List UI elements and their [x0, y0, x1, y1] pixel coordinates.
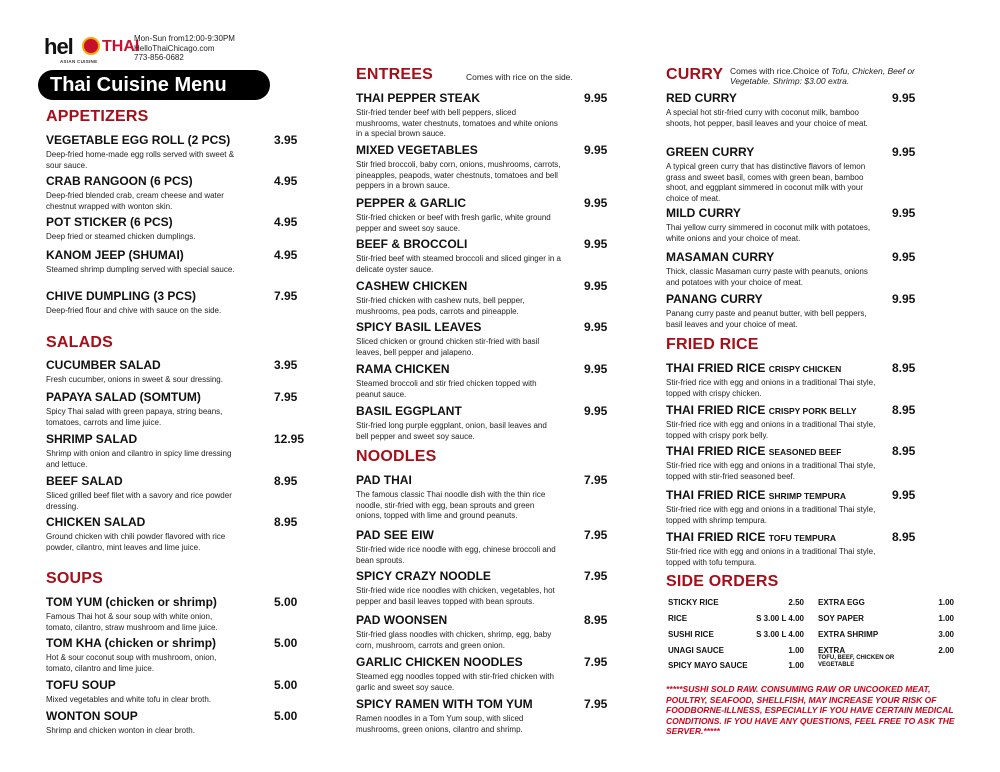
logo [44, 34, 140, 64]
side-order-name: UNAGI SAUCE [668, 646, 725, 655]
menu-item [666, 292, 916, 330]
item-variant: SEASONED BEEF [768, 447, 842, 457]
side-order-item [668, 614, 804, 623]
contact-info [134, 34, 235, 63]
item-name-text: PAD WOONSEN [356, 613, 448, 627]
item-description: Steamed egg noodles topped with stir-fried chicken with garlic and sweet soy sauce. [356, 672, 554, 692]
item-name-text: THAI FRIED RICE [666, 530, 766, 544]
side-order-name: SUSHI RICE [668, 630, 714, 639]
item-description: The famous classic Thai noodle dish with the thin rice noodle, stir-fried with egg, bean sprouts and green onions, topped with lime and ground peanuts. [356, 490, 546, 520]
item-name [46, 390, 296, 404]
item-name-text: THAI FRIED RICE [666, 444, 766, 458]
item-description: Spicy Thai salad with green papaya, string beans, tomatoes, carrots and lime juice. [46, 407, 223, 427]
item-name-text: RED CURRY [666, 91, 737, 105]
item-description: Deep fried or steamed chicken dumplings. [46, 232, 196, 241]
item-description: Ramen noodles in a Tom Yum soup, with sliced mushrooms, green onions, cilantro and shrimp. [356, 714, 524, 734]
menu-item [356, 404, 616, 442]
item-name-text: CUCUMBER SALAD [46, 358, 161, 372]
item-name [356, 320, 616, 334]
item-name-text: GREEN CURRY [666, 145, 755, 159]
item-name-text: TOFU SOUP [46, 678, 116, 692]
menu-item [666, 145, 916, 204]
section-title-soups: SOUPS [46, 570, 104, 587]
item-description: Panang curry paste and peanut butter, with bell peppers, basil leaves and your choice of meat. [666, 309, 867, 329]
item-name [666, 488, 916, 502]
item-price: 5.00 [274, 709, 298, 723]
item-name [46, 515, 296, 529]
menu-item [46, 678, 296, 706]
item-name [666, 361, 916, 375]
item-price: 12.95 [274, 432, 305, 446]
item-description: Deep-fried flour and chive with sauce on the side. [46, 306, 222, 315]
item-variant: TOFU TEMPURA [768, 533, 837, 543]
menu-item [666, 444, 916, 482]
menu-item [356, 473, 616, 522]
item-description: Stir fried broccoli, baby corn, onions, mushrooms, carrots, pineapples, peapods, water chestnuts, tomatoes and bell peppers in a brown sauce. [356, 160, 561, 190]
menu-item [356, 613, 616, 651]
logo-text-right: THAI [102, 38, 140, 55]
item-name-text: GARLIC CHICKEN NOODLES [356, 655, 523, 669]
item-description: Stir-fried rice with egg and onions in a traditional Thai style, topped with crispy pork belly. [666, 420, 876, 440]
item-name-text: CHIVE DUMPLING (3 PCS) [46, 289, 197, 303]
raw-food-warning: *****SUSHI SOLD RAW. CONSUMING RAW OR UNCOOKED MEAT, POULTRY, SEAFOOD, SHELLFISH, MAY INCREASE YOUR RISK OF FOODBORNE-ILLNESS, ESPECIALLY IF YOU HAVE CERTAIN MEDICAL CONDITIONS. IF YOU HAVE ANY QUESTIONS, FEEL FREE TO ASK THE SERVER.***** [666, 684, 955, 736]
menu-item [666, 403, 916, 441]
menu-item [46, 709, 296, 737]
item-name [46, 289, 296, 303]
section-title-side-orders: SIDE ORDERS [666, 573, 779, 590]
item-name-text: BASIL EGGPLANT [356, 404, 462, 418]
item-variant: CRISPY CHICKEN [768, 364, 842, 374]
menu-item [356, 655, 616, 693]
item-name [46, 636, 296, 650]
item-description: Stir-fried tender beef with bell peppers, sliced mushrooms, water chestnuts, tomatoes and white onions in a special brown sauce. [356, 108, 558, 138]
side-order-item [668, 661, 804, 670]
item-description: Famous Thai hot & sour soup with white onion, tomato, cilantro, straw mushroom and lime juice. [46, 612, 218, 632]
item-description: A typical green curry that has distinctive flavors of lemon grass and sweet basil, comes with green bean, bamboo shoot, and eggplant simmered in coconut milk with your choice of meat. [666, 162, 866, 203]
item-description: Fresh cucumber, onions in sweet & sour dressing. [46, 375, 223, 384]
item-name [666, 403, 916, 417]
item-description: Thick, classic Masaman curry paste with peanuts, onions and potatoes with your choice of meat. [666, 267, 868, 287]
item-description: Stir-fried chicken or beef with fresh garlic, white ground pepper and sweet soy sauce. [356, 213, 551, 233]
item-name [46, 432, 296, 446]
item-price: 5.00 [274, 678, 298, 692]
hours: Mon-Sun from12:00-9:30PM [134, 34, 235, 43]
item-name-text: BEEF SALAD [46, 474, 123, 488]
logo-plate-icon [82, 37, 100, 55]
item-description: Stir-fried rice with egg and onions in a traditional Thai style, topped with shrimp tempura. [666, 505, 876, 525]
menu-item [46, 289, 296, 317]
item-price: 9.95 [584, 237, 608, 251]
item-price: 9.95 [892, 292, 916, 306]
menu-item [46, 174, 296, 212]
item-name [46, 174, 296, 188]
item-price: 9.95 [892, 145, 916, 159]
item-name-text: THAI FRIED RICE [666, 361, 766, 375]
item-name-text: PEPPER & GARLIC [356, 196, 467, 210]
side-order-price: 2.50 [788, 598, 804, 607]
item-name-text: RAMA CHICKEN [356, 362, 450, 376]
item-description: Steamed shrimp dumpling served with special sauce. [46, 265, 235, 274]
item-name [666, 530, 916, 544]
item-variant: SHRIMP TEMPURA [768, 491, 846, 501]
item-name [356, 143, 616, 157]
item-name [666, 91, 916, 105]
section-title-entrees: ENTREES [356, 66, 433, 83]
item-price: 7.95 [584, 569, 608, 583]
item-price: 7.95 [584, 655, 608, 669]
side-order-item [818, 646, 954, 669]
item-price: 9.95 [892, 206, 916, 220]
item-description: Stir-fried beef with steamed broccoli and sliced ginger in a delicate oyster sauce. [356, 254, 561, 274]
item-name [666, 206, 916, 220]
item-name-text: THAI FRIED RICE [666, 403, 766, 417]
item-description: Stir-fried rice with egg and onions in a traditional Thai style, topped with tofu tempura. [666, 547, 876, 567]
side-order-price: 2.00 [938, 646, 954, 655]
menu-item [356, 320, 616, 358]
side-order-item [668, 630, 804, 639]
item-name [356, 404, 616, 418]
item-description: Hot & sour coconut soup with mushroom, onion, tomato, cilantro and lime juice. [46, 653, 217, 673]
item-name [356, 196, 616, 210]
menu-item [356, 528, 616, 566]
menu-item [666, 91, 916, 129]
item-description: Thai yellow curry simmered in coconut milk with potatoes, white onions and your choice of meat. [666, 223, 871, 243]
menu-item [666, 530, 916, 568]
item-price: 8.95 [584, 613, 608, 627]
item-price: 4.95 [274, 174, 298, 188]
item-price: 8.95 [892, 403, 916, 417]
item-name [46, 215, 296, 229]
item-description: Shrimp and chicken wonton in clear broth. [46, 726, 195, 735]
item-name [356, 655, 616, 669]
item-name [356, 91, 616, 105]
item-name-text: MIXED VEGETABLES [356, 143, 478, 157]
side-order-item [668, 646, 804, 655]
menu-item [46, 358, 296, 386]
item-name [356, 473, 616, 487]
item-description: Deep-fried blended crab, cream cheese and water chestnut wrapped with wonton skin. [46, 191, 224, 211]
item-name-text: THAI PEPPER STEAK [356, 91, 481, 105]
item-price: 4.95 [274, 215, 298, 229]
menu-item [356, 143, 616, 192]
item-name [356, 237, 616, 251]
item-name [356, 279, 616, 293]
menu-item [46, 248, 296, 276]
item-name-text: SPICY CRAZY NOODLE [356, 569, 491, 583]
side-order-name: EXTRA [818, 646, 846, 655]
side-order-price: S 3.00 L 4.00 [756, 614, 804, 623]
menu-item [666, 488, 916, 526]
item-description: Mixed vegetables and white tofu in clear broth. [46, 695, 211, 704]
item-name-text: TOM KHA (chicken or shrimp) [46, 636, 217, 650]
side-order-name: SPICY MAYO SAUCE [668, 661, 748, 670]
item-name-text: SPICY BASIL LEAVES [356, 320, 482, 334]
side-order-name: SOY PAPER [818, 614, 864, 623]
item-name [666, 145, 916, 159]
item-name [46, 248, 296, 262]
section-title-appetizers: APPETIZERS [46, 108, 149, 125]
item-price: 8.95 [892, 444, 916, 458]
item-price: 9.95 [584, 91, 608, 105]
side-order-price: 1.00 [938, 614, 954, 623]
item-price: 3.95 [274, 133, 298, 147]
menu-item [666, 361, 916, 399]
menu-item [356, 697, 616, 735]
website: HelloThaiChicago.com [134, 43, 215, 53]
item-name-text: SHRIMP SALAD [46, 432, 138, 446]
menu-item [46, 390, 296, 428]
menu-title: Thai Cuisine Menu [38, 70, 270, 100]
item-price: 9.95 [584, 404, 608, 418]
item-description: Stir-fried chicken with cashew nuts, bell pepper, mushrooms, pea pods, carrots and pineapple. [356, 296, 525, 316]
item-description: Stir-fried glass noodles with chicken, shrimp, egg, baby corn, mushroom, carrots and green onion. [356, 630, 552, 650]
item-name [46, 358, 296, 372]
item-name [356, 362, 616, 376]
item-description: Stir-fried rice with egg and onions in a traditional Thai style, topped with crispy chicken. [666, 378, 876, 398]
item-description: Sliced chicken or ground chicken stir-fried with basil leaves, bell pepper and jalapeno. [356, 337, 540, 357]
menu-item [46, 432, 305, 470]
item-description: Sliced grilled beef filet with a savory and rice powder dressing. [46, 491, 232, 511]
item-name-text: CHICKEN SALAD [46, 515, 146, 529]
item-price: 7.95 [274, 390, 298, 404]
side-order-price: 1.00 [788, 661, 804, 670]
item-price: 7.95 [274, 289, 298, 303]
item-description: Stir-fried wide rice noodles with chicken, vegetables, hot pepper and basil leaves topped with bean sprouts. [356, 586, 555, 606]
item-price: 7.95 [584, 473, 608, 487]
item-name-text: BEEF & BROCCOLI [356, 237, 468, 251]
item-price: 8.95 [892, 361, 916, 375]
side-order-price: 1.00 [938, 598, 954, 607]
item-description: Stir-fried long purple eggplant, onion, basil leaves and bell pepper and sweet soy sauce. [356, 421, 547, 441]
item-price: 9.95 [584, 279, 608, 293]
item-price: 8.95 [274, 474, 298, 488]
item-name [666, 292, 916, 306]
menu-item [356, 279, 616, 317]
item-name [46, 595, 296, 609]
item-name [46, 709, 296, 723]
side-order-name: STICKY RICE [668, 598, 719, 607]
item-name-text: TOM YUM (chicken or shrimp) [46, 595, 217, 609]
item-name-text: PANANG CURRY [666, 292, 763, 306]
item-name [356, 697, 616, 711]
menu-item [356, 196, 616, 234]
item-name-text: PAD SEE EIW [356, 528, 434, 542]
item-name-text: CRAB RANGOON (6 PCS) [46, 174, 193, 188]
item-name [356, 613, 616, 627]
item-price: 9.95 [892, 91, 916, 105]
item-description: A special hot stir-fried curry with coconut milk, bamboo shoots, hot pepper, basil leaves and your choice of meat. [666, 108, 868, 128]
phone: 773-856-0682 [134, 53, 184, 62]
item-price: 4.95 [274, 248, 298, 262]
section-title-salads: SALADS [46, 334, 113, 351]
item-name [46, 678, 296, 692]
menu-item [356, 237, 616, 275]
menu-item [666, 206, 916, 244]
menu-item [46, 636, 296, 674]
side-order-name: EXTRA EGG [818, 598, 865, 607]
section-title-fried-rice: FRIED RICE [666, 336, 759, 353]
section-title-noodles: NOODLES [356, 448, 437, 465]
item-name [356, 569, 616, 583]
side-order-price: 1.00 [788, 646, 804, 655]
item-price: 9.95 [892, 488, 916, 502]
menu-item [356, 91, 616, 140]
item-name [666, 444, 916, 458]
side-order-price: S 3.00 L 4.00 [756, 630, 804, 639]
item-price: 8.95 [892, 530, 916, 544]
side-order-name: RICE [668, 614, 688, 623]
item-name-text: WONTON SOUP [46, 709, 138, 723]
item-name-text: KANOM JEEP (SHUMAI) [46, 248, 184, 262]
item-name-text: PAD THAI [356, 473, 412, 487]
item-name-text: PAPAYA SALAD (SOMTUM) [46, 390, 201, 404]
item-name-text: VEGETABLE EGG ROLL (2 PCS) [46, 133, 231, 147]
item-description: Stir-fried wide rice noodle with egg, chinese broccoli and bean sprouts. [356, 545, 556, 565]
item-name [666, 250, 916, 264]
item-description: Ground chicken with chili powder flavored with rice powder, cilantro, mint leaves and lime juice. [46, 532, 226, 552]
menu-item [46, 133, 296, 171]
item-name [356, 528, 616, 542]
item-name [46, 474, 296, 488]
section-title-curry: CURRY [666, 66, 724, 83]
menu-item [46, 215, 296, 243]
item-price: 9.95 [584, 196, 608, 210]
side-order-options: TOFU, BEEF, CHICKEN OR VEGETABLE [818, 655, 895, 668]
menu-item [356, 569, 616, 607]
curry-note [730, 66, 940, 86]
side-order-price: 3.00 [938, 630, 954, 639]
item-name-text: MASAMAN CURRY [666, 250, 775, 264]
item-price: 7.95 [584, 697, 608, 711]
side-order-item [818, 630, 954, 639]
item-description: Deep-fried home-made egg rolls served with sweet & sour sauce. [46, 150, 235, 170]
item-price: 5.00 [274, 595, 298, 609]
item-name-text: POT STICKER (6 PCS) [46, 215, 173, 229]
item-description: Stir-fried rice with egg and onions in a traditional Thai style, topped with stir-fried seasoned beef. [666, 461, 876, 481]
item-description: Steamed broccoli and stir fried chicken topped with peanut sauce. [356, 379, 537, 399]
entrees-note: Comes with rice on the side. [466, 72, 573, 82]
item-name-text: CASHEW CHICKEN [356, 279, 468, 293]
side-order-item [818, 598, 954, 607]
curry-note-italic: Tofu, Chicken, Beef or Vegetable. Shrimp: $3.00 extra. [730, 66, 915, 86]
menu-item [46, 515, 296, 553]
item-name-text: SPICY RAMEN WITH TOM YUM [356, 697, 533, 711]
item-price: 9.95 [892, 250, 916, 264]
item-price: 8.95 [274, 515, 298, 529]
item-name [46, 133, 296, 147]
side-order-name: EXTRA SHRIMP [818, 630, 879, 639]
item-variant: CRISPY PORK BELLY [768, 406, 857, 416]
item-price: 9.95 [584, 143, 608, 157]
curry-note-plain: Comes with rice.Choice of [730, 66, 832, 76]
logo-text-left: hel [44, 34, 73, 59]
menu-item [46, 474, 296, 512]
item-description: Shrimp with onion and cilantro in spicy lime dressing and lettuce. [46, 449, 232, 469]
item-price: 7.95 [584, 528, 608, 542]
menu-item [356, 362, 616, 400]
menu-item [666, 250, 916, 288]
item-price: 5.00 [274, 636, 298, 650]
side-order-item [668, 598, 804, 607]
item-name-text: THAI FRIED RICE [666, 488, 766, 502]
logo-tagline: ASIAN CUISINE [60, 59, 98, 64]
item-price: 3.95 [274, 358, 298, 372]
side-order-item [818, 614, 954, 623]
item-price: 9.95 [584, 320, 608, 334]
item-name-text: MILD CURRY [666, 206, 741, 220]
menu-item [46, 595, 296, 633]
item-price: 9.95 [584, 362, 608, 376]
